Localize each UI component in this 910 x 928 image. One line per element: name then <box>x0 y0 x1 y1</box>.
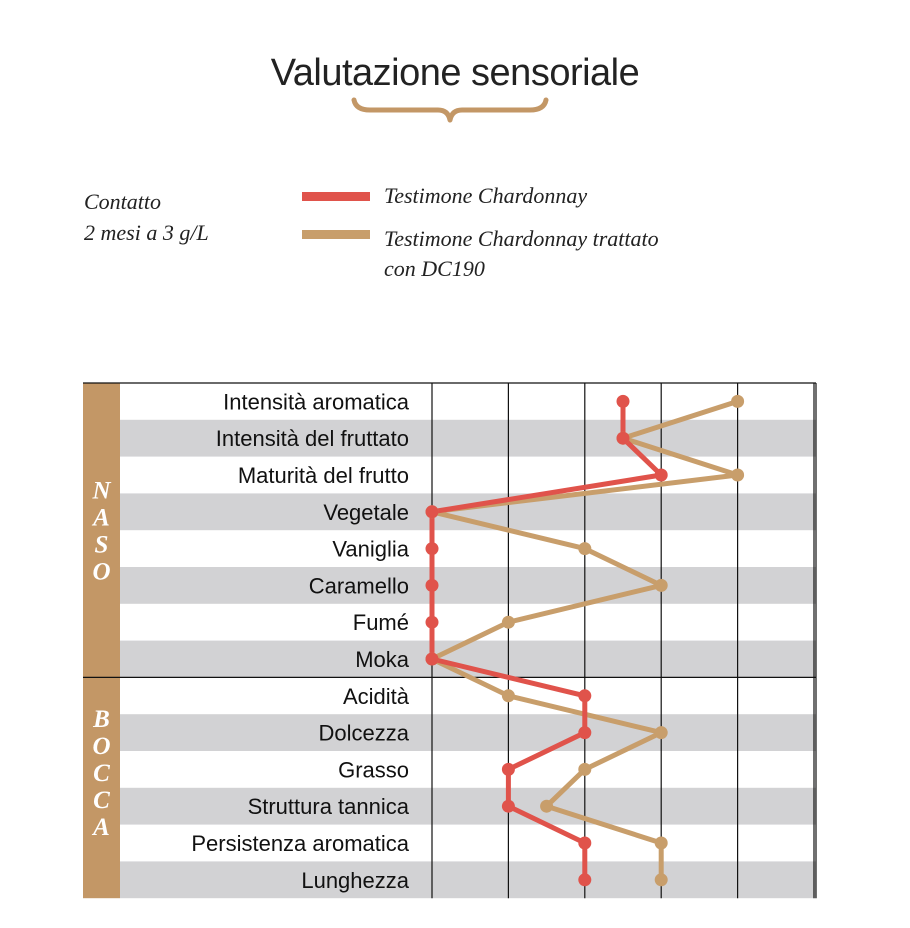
category-label: Moka <box>355 647 409 672</box>
group-letter: C <box>93 759 110 787</box>
series-point-0 <box>426 505 439 518</box>
row-band <box>120 861 816 898</box>
group-letter: N <box>92 477 111 505</box>
category-label: Persistenza aromatica <box>191 831 409 856</box>
category-label: Vegetale <box>323 499 409 525</box>
legend-label-line: con DC190 <box>384 256 485 281</box>
series-point-0 <box>426 653 439 666</box>
series-point-1 <box>655 726 668 739</box>
series-point-0 <box>502 800 515 813</box>
legend-label-testimone: Testimone Chardonnay <box>384 183 588 208</box>
category-label: Lunghezza <box>301 867 409 893</box>
series-point-0 <box>426 616 439 629</box>
series-point-0 <box>426 542 439 555</box>
series-point-1 <box>731 395 744 408</box>
contact-note-line: Contatto <box>84 189 162 214</box>
series-point-0 <box>655 469 668 482</box>
series-point-1 <box>578 763 591 776</box>
series-point-1 <box>578 542 591 555</box>
category-label: Struttura tannica <box>247 794 409 820</box>
category-label: Vaniglia <box>332 536 409 562</box>
row-band <box>120 567 816 604</box>
series-point-0 <box>578 873 591 886</box>
category-label: Acidità <box>342 683 409 709</box>
category-label: Caramello <box>308 573 409 599</box>
series-point-0 <box>617 432 630 445</box>
group-letter: O <box>92 558 111 586</box>
group-letter: B <box>93 705 110 733</box>
category-label: Intensità del fruttato <box>215 426 409 452</box>
series-point-0 <box>578 689 591 702</box>
series-point-0 <box>502 763 515 776</box>
category-label: Grasso <box>338 757 409 783</box>
row-band <box>120 788 816 825</box>
series-point-1 <box>502 689 515 702</box>
category-label: Fumé <box>352 610 409 636</box>
legend-label-line: Testimone Chardonnay trattato <box>384 226 659 251</box>
group-letter: A <box>93 504 110 532</box>
row-band <box>120 493 816 530</box>
row-band <box>120 714 816 751</box>
group-letter: O <box>92 732 111 760</box>
series-point-0 <box>426 579 439 592</box>
series-point-0 <box>578 726 591 739</box>
series-point-0 <box>617 395 630 408</box>
series-point-1 <box>655 873 668 886</box>
category-label: Maturità del frutto <box>237 463 409 488</box>
row-band <box>120 641 816 678</box>
group-letter: C <box>93 786 110 814</box>
chart-title: Valutazione sensoriale <box>270 52 640 94</box>
group-letter: S <box>94 531 109 559</box>
group-letter: A <box>93 813 110 841</box>
contact-note-line: 2 mesi a 3 g/L <box>84 220 209 245</box>
series-point-1 <box>655 579 668 592</box>
series-point-1 <box>731 469 744 482</box>
series-point-1 <box>502 616 515 629</box>
series-point-0 <box>578 837 591 850</box>
series-point-1 <box>655 837 668 850</box>
category-label: Intensità aromatica <box>223 389 409 415</box>
series-point-1 <box>540 800 553 813</box>
category-label: Dolcezza <box>318 720 409 746</box>
